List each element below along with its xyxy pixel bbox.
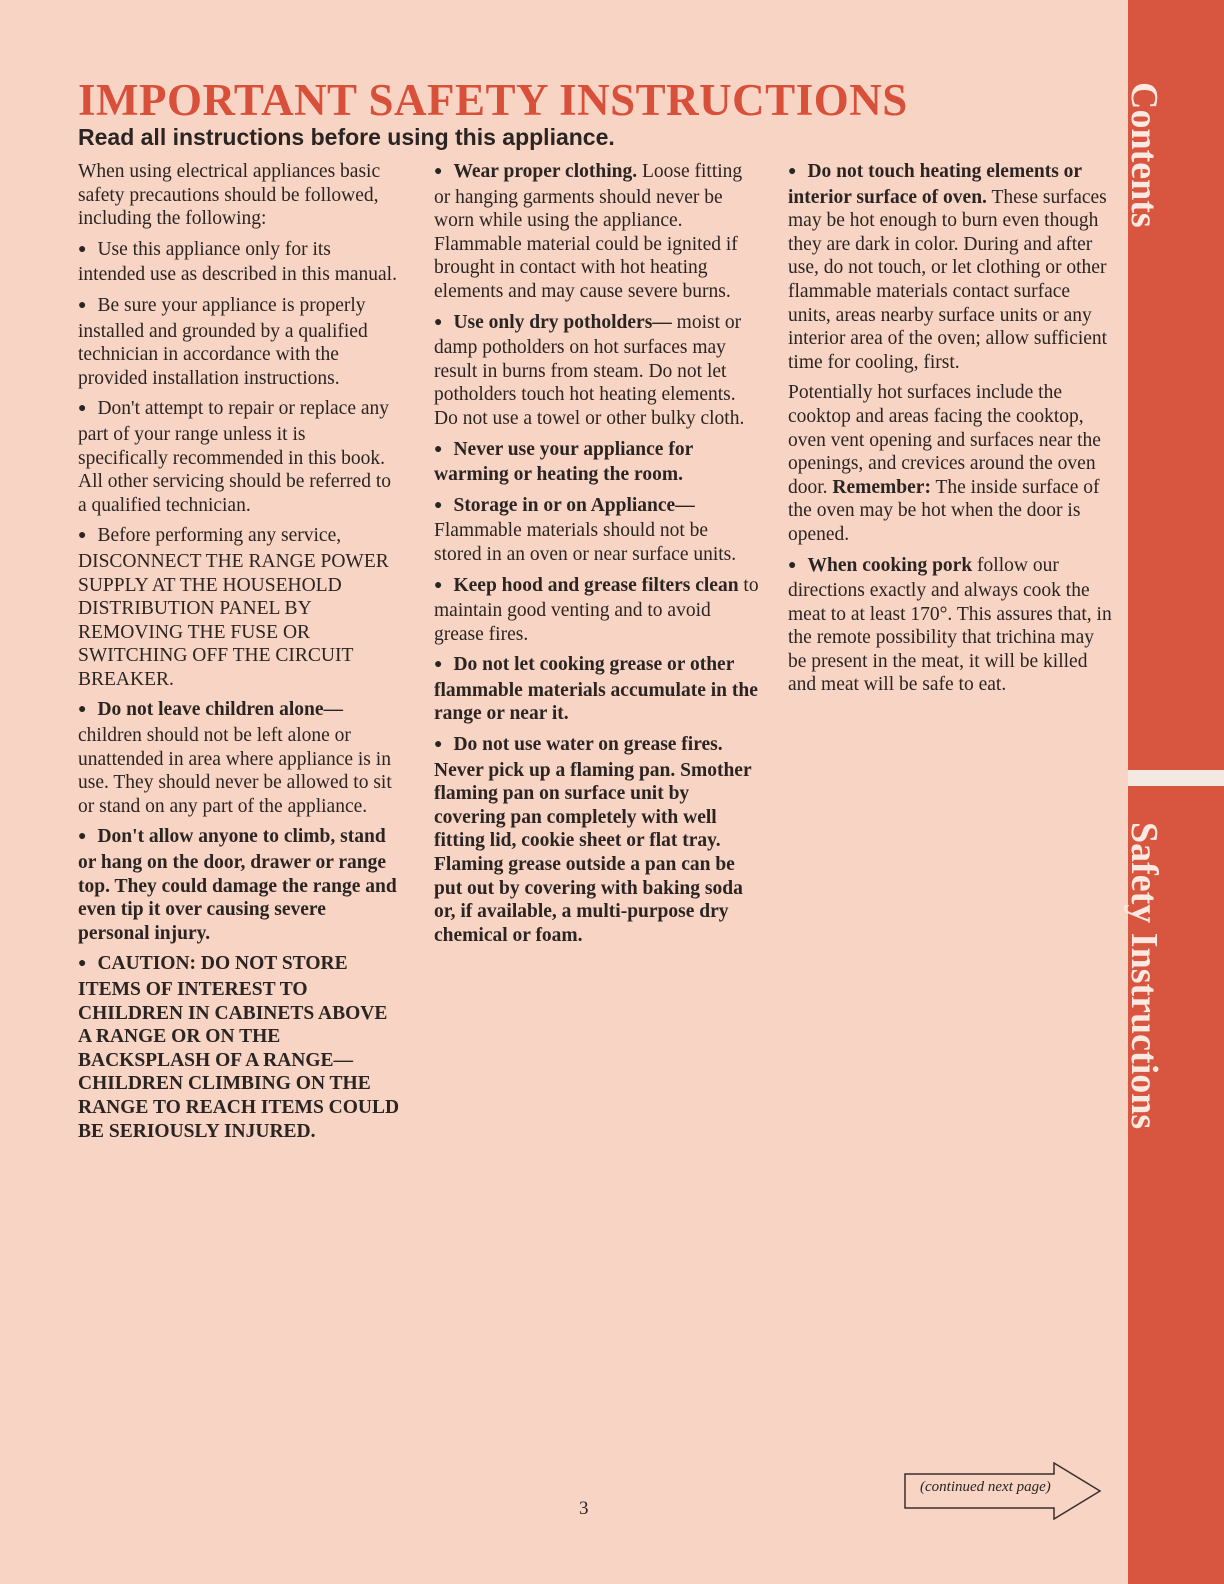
column-2 xyxy=(434,160,759,954)
hot-surfaces-paragraph xyxy=(788,381,1113,546)
instruction-text: CAUTION: DO NOT STORE ITEMS OF INTEREST TO CHILDREN IN CABINETS ABOVE A RANGE OR ON THE BACKSPLASH OF A RANGE— CHILDREN CLIMBING ON THE RANGE TO REACH ITEMS COULD BE SERIOUSLY INJURED. xyxy=(78,953,400,1142)
continued-next-page[interactable] xyxy=(904,1462,1104,1520)
instruction-no-climbing xyxy=(78,825,400,945)
instruction-text: Do not use water on grease fires. Never pick up a flaming pan. Smother flaming pan on surface unit by covering pan completely with well fitting lid, cookie sheet or flat tray. Flaming grease outside a pan can be put out by covering with baking soda or, if available, a multi-purpose dry chemical or foam. xyxy=(434,734,752,946)
instruction-text: Do not let cooking grease or other flammable materials accumulate in the range or near it. xyxy=(434,654,758,725)
continued-label: (continued next page) xyxy=(920,1479,1051,1495)
column-1 xyxy=(78,160,400,1150)
instruction-heading: When cooking pork xyxy=(807,554,973,576)
instruction-text: Don't attempt to repair or replace any part of your range unless it is specifically recommended in this book. All other servicing should be referred to a qualified technician. xyxy=(78,398,391,516)
instruction-repair xyxy=(78,397,400,517)
column-3 xyxy=(788,160,1113,704)
instruction-text: The inside surface of the oven may be hot when the door is opened. xyxy=(788,476,1100,545)
instruction-installation xyxy=(78,294,400,390)
instruction-grease-accumulate xyxy=(434,653,759,726)
intro-paragraph: When using electrical appliances basic safety precautions should be followed, including the following: xyxy=(78,161,381,230)
instruction-intended-use xyxy=(78,238,400,287)
tab-contents[interactable]: Contents xyxy=(1123,82,1165,228)
instruction-heading: Wear proper clothing. xyxy=(453,161,638,182)
instruction-children-alone xyxy=(78,698,400,818)
instruction-pork xyxy=(788,554,1113,698)
instruction-text: Be sure your appliance is properly installed and grounded by a qualified technician in accordance with the provided installation instructions. xyxy=(78,294,368,389)
instruction-heading: Remember: xyxy=(832,476,931,498)
instruction-text: Never use your appliance for warming or heating the room. xyxy=(434,438,693,486)
instruction-disconnect xyxy=(78,524,400,691)
instruction-heading: Use only dry potholders— xyxy=(453,311,672,333)
instruction-potholders xyxy=(434,311,759,431)
instruction-text: Flammable materials should not be stored in an oven or near surface units. xyxy=(434,520,737,565)
tab-safety-instructions[interactable]: Safety Instructions xyxy=(1123,822,1165,1130)
instruction-no-heating-room xyxy=(434,438,759,487)
instruction-clothing xyxy=(434,160,759,304)
instruction-heading: Keep hood and grease filters clean xyxy=(453,574,739,596)
instruction-filters xyxy=(434,574,759,647)
page-subtitle: Read all instructions before using this appliance. xyxy=(78,124,615,150)
instruction-text: These surfaces may be hot enough to burn even though they are dark in color. During and after use, do not touch, or let clothing or other flammable materials contact surface units, areas nearby surface units or any interior area of the oven; allow sufficient time for cooling, first. xyxy=(788,186,1108,373)
instruction-caution-storage xyxy=(78,952,400,1143)
instruction-text: Before performing any service, DISCONNECT THE RANGE POWER SUPPLY AT THE HOUSEHOLD DISTRIBUTION PANEL BY REMOVING THE FUSE OR SWITCHING OFF THE CIRCUIT BREAKER. xyxy=(78,525,389,690)
instruction-text: Loose fitting or hanging garments should never be worn while using the appliance. Flammable material could be ignited if brought in contact with hot heating elements and may cause severe burns. xyxy=(434,161,743,302)
instruction-storage xyxy=(434,494,759,567)
page-title: IMPORTANT SAFETY INSTRUCTIONS xyxy=(78,75,908,125)
instruction-heading: Do not leave children alone— xyxy=(97,699,344,721)
instruction-heading: Storage in or on Appliance— xyxy=(453,494,695,516)
instruction-text: Use this appliance only for its intended use as described in this manual. xyxy=(78,238,397,286)
instruction-text: Potentially hot surfaces include the cooktop and areas facing the cooktop, oven vent opening and surfaces near the openings, and crevices around the oven door. xyxy=(788,382,1101,498)
instruction-heading: Do not touch heating elements or interior surface of oven. xyxy=(788,161,1082,208)
instruction-text: follow our directions exactly and always cook the meat to at least 170°. This assures that, in the remote possibility that trichina may be present in the meat, it will be killed and meat will be safe to eat. xyxy=(788,554,1112,696)
sidebar-index xyxy=(1128,0,1224,1584)
instruction-text: moist or damp potholders on hot surfaces may result in burns from steam. Do not let potholders touch hot heating elements. Do not use a towel or other bulky cloth. xyxy=(434,311,745,429)
instruction-text: Don't allow anyone to climb, stand or hang on the door, drawer or range top. They could damage the range and even tip it over causing severe personal injury. xyxy=(78,826,397,944)
instruction-text: children should not be left alone or unattended in area where appliance is in use. They should never be allowed to sit or stand on any part of the appliance. xyxy=(78,725,392,817)
instruction-heating-elements xyxy=(788,160,1113,374)
instruction-grease-fires xyxy=(434,733,759,947)
instruction-text: to maintain good venting and to avoid grease fires. xyxy=(434,574,759,645)
tab-divider xyxy=(1128,770,1224,786)
page-number: 3 xyxy=(579,1498,589,1519)
